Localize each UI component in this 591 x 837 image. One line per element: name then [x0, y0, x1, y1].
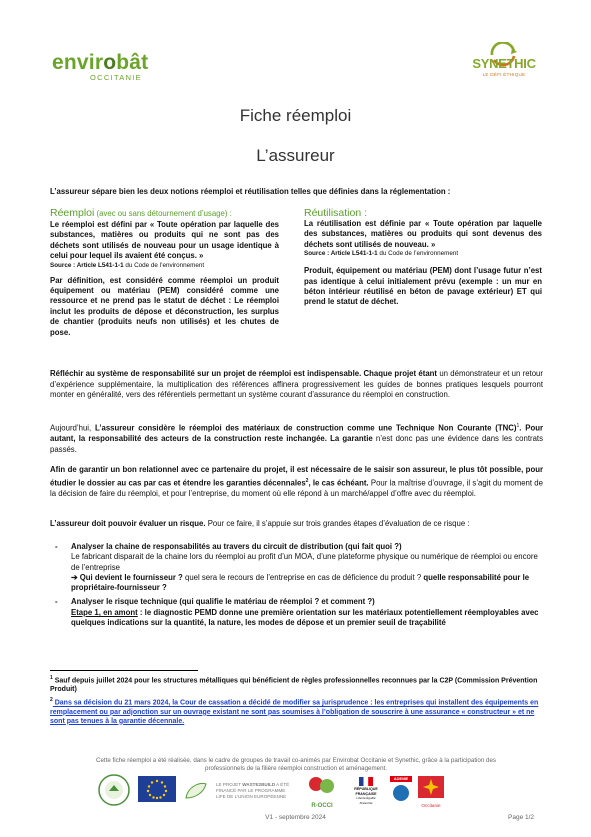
step-text: : le diagnostic PEMD donne une première orientation sur les matériaux potentiellement réemployables avec quelques indications sur la quantité, la nature, les modes de dépose et un premier seuil de traçabilité — [71, 607, 539, 628]
list-item-title: Analyser le risque technique (qui qualifie le matériau de réemploi ? et comment ?) — [71, 597, 375, 607]
envirobat-logo — [52, 52, 162, 82]
r-occi-icon — [306, 774, 338, 798]
life-programme-logo — [182, 780, 210, 802]
footnote-1 — [50, 674, 543, 694]
source-label: Source : Article L541-1-1 — [50, 261, 124, 269]
marianne-icon — [359, 777, 373, 786]
paragraph-text: Pour ce faire, il s’appuie sur trois grandes étapes d’évaluation de ce risque : — [205, 519, 470, 528]
evaluation-steps-list — [50, 542, 543, 632]
eu-flag-icon — [138, 776, 176, 804]
republique-francaise-logo — [350, 777, 382, 807]
reemploi-source — [50, 262, 279, 270]
life-leaf-icon — [182, 780, 210, 802]
partner-logos — [98, 774, 498, 812]
intro-text: L’assureur sépare bien les deux notions réemploi et réutilisation telles que définies dans la réglementation : — [50, 187, 451, 196]
funding-project: WASTE2BUILD — [242, 782, 276, 787]
logo-brand-part: bât — [116, 51, 149, 74]
occitanie-logo — [418, 776, 444, 806]
occitanie-text: Occitanie — [421, 803, 441, 808]
paragraph-risque — [50, 519, 543, 530]
page-subtitle: L’assureur — [256, 146, 335, 165]
occitanie-cross-icon — [418, 776, 444, 798]
paragraph-tnc — [50, 421, 543, 455]
logo-brand-o: o — [103, 51, 117, 74]
page-header — [0, 0, 591, 100]
logo-brand-part: envir — [52, 51, 104, 74]
list-item-questions — [71, 573, 543, 594]
paragraph-responsabilite — [50, 369, 543, 401]
footnote-ref: 1 — [516, 423, 520, 429]
reemploi-column — [50, 207, 279, 341]
page-title: Fiche réemploi — [239, 106, 352, 125]
rf-line: RÉPUBLIQUE — [354, 787, 378, 792]
list-dash: - — [55, 597, 58, 607]
reemploi-heading-text: Réemploi — [50, 207, 95, 219]
footnote-2 — [50, 696, 543, 725]
life-waste2build-icon — [98, 774, 130, 806]
logo-wordmark: SYNETHIC — [472, 56, 536, 71]
list-item — [50, 542, 543, 593]
rf-motto: Liberté Égalité Fraternité — [356, 796, 376, 805]
credits-text: Cette fiche réemploi a été réalisée, dans le cadre de groupes de travail co-animés par Envirobat Occitanie et Synethic, grâce à la participation des professionnels de la filière réemploi construction et aménagement. — [95, 757, 496, 773]
footnote-text: Sauf depuis juillet 2024 pour les structures métalliques qui bénéficient de règles professionnelles reconnues par la C2P (Commission Prévention Produit) — [50, 677, 538, 694]
footnote-separator — [50, 670, 198, 671]
reemploi-paragraph: Par définition, est considéré comme réemploi un produit équipement ou matériau (PEM) considéré comme une ressource et ne prend pas le statut de déchet : Le réemploi inclut les produits de dépose et déconstruction, les surplus de chantier (produits neufs non utilisés) et les chutes de pose. — [50, 275, 279, 337]
step-label: Etape 1, en amont — [71, 607, 138, 617]
paragraph-bold: . Pour autant, la responsabilité des acteurs de la construction reste inchangée. La garantie — [50, 423, 543, 444]
r-occi-text: R-OCCI — [311, 803, 333, 809]
list-item-bold: ➔ Qui devient le fournisseur ? — [71, 572, 183, 582]
paragraph-bold: L’assureur considère le réemploi des matériaux de construction comme une Technique Non Courante (TNC) — [94, 423, 517, 433]
list-item — [50, 597, 543, 628]
list-item-title: Analyser la chaine de responsabilités au travers du circuit de distribution (qui fait quoi ?) — [71, 542, 402, 551]
paragraph-bold: Afin de garantir un bon relationnel avec ce partenaire du projet, il est nécessaire de le saisir son assureur, le plus tôt possible, pour étudier le dossier au cas par cas et étendre les garanties décennales — [50, 465, 543, 488]
source-rest: du Code de l’environnement — [377, 250, 459, 258]
paragraph-bold: , le cas échéant. — [308, 478, 369, 488]
reutilisation-source — [304, 250, 542, 258]
r-occi-logo — [306, 774, 338, 808]
reutilisation-column — [304, 207, 542, 311]
footnote-ref: 2 — [305, 477, 309, 484]
page-number: Page 1/2 — [508, 814, 535, 821]
footnote-number: 1 — [50, 675, 53, 681]
list-item-step — [71, 608, 543, 629]
paragraph-text: un démonstrateur et un retour d’expérience supplémentaire, la multiplication des références affinera progressivement les guides de bonnes pratiques lesquels pourront monter en généralité, vers des référentiels permettant un système courant d’assurance du réemploi en construction. — [50, 369, 543, 399]
list-dash: - — [55, 542, 58, 551]
funding-text: A ÉTÉ FINANCÉ PAR LE PROGRAMME LIFE DE L’UNION EUROPÉENNE — [216, 782, 290, 799]
paragraph-text: Aujourd’hui, — [50, 423, 95, 433]
footnote-number: 2 — [50, 697, 53, 704]
reemploi-definition: Le réemploi est défini par « Toute opération par laquelle des substances, matières ou produits qui ne sont pas des déchets sont utilisés de nouveau pour un usage identique à celui pour lequel ils avaient été conçus. » — [50, 220, 279, 261]
life-waste2build-logo — [98, 774, 130, 806]
funding-text: LE PROJET — [216, 782, 243, 787]
ademe-logo — [390, 776, 412, 804]
reemploi-heading-note: (avec ou sans détournement d’usage) : — [94, 209, 232, 218]
life-funding-text — [216, 782, 296, 799]
footnote-link[interactable]: Dans sa décision du 21 mars 2024, la Cour de cassation a décidé de modifier sa jurisprudence : les entreprises qui installent des équipements en remplacement ou par adjonction sur un ouvrage existant ne sont pas soumises à l’obligation de souscrire à une assurance « constructeur » et ne sont pas tenues à la garantie décennale. — [50, 699, 539, 725]
paragraph-bold: Réfléchir au système de responsabilité sur un projet de réemploi est indispensable. Chaque projet étant — [50, 369, 438, 378]
rf-line: FRANÇAISE — [355, 791, 377, 796]
source-label: Source : Article L541-1-1 — [304, 250, 378, 258]
reutilisation-heading: Réutilisation : — [304, 207, 368, 219]
paragraph-text: Pour la maîtrise d’ouvrage, il s’agit du moment de la décision de faire du réemploi, et pour l’entreprise, du moment où elle répond à un marché/appel d’offre avec du réemploi. — [50, 478, 543, 498]
reutilisation-paragraph: Produit, équipement ou matériau (PEM) dont l’usage futur n’est pas identique à celui initialement prévu (exemple : un mur en béton intérieur réutilisé en béton de pavage extérieur) ET qui prend le statut de déchet. — [304, 266, 542, 307]
paragraph-garantie — [50, 465, 543, 499]
ademe-text: ADEME — [393, 776, 409, 781]
source-rest: du Code de l’environnement — [123, 261, 205, 269]
reemploi-heading — [50, 207, 279, 220]
paragraph-bold: L’assureur doit pouvoir évaluer un risque. — [50, 519, 206, 528]
reutilisation-definition: La réutilisation est définie par « Toute opération par laquelle des substances, matières ou produits qui sont devenus des déchets sont utilisés de nouveau. » — [304, 219, 542, 249]
synethic-logo — [468, 42, 540, 92]
footnotes — [50, 674, 543, 728]
paragraph-text: n’est donc pas une évidence dans les contrats passés. — [50, 434, 544, 454]
list-item-bold: quelle responsabilité pour le propriétaire-fournisseur ? — [71, 572, 530, 593]
eu-flag-logo — [138, 776, 176, 804]
list-item-text: quel sera le recours de l’entreprise en cas de déficience du produit ? — [182, 572, 424, 582]
list-item-text: Le fabricant disparait de la chaine lors du réemploi au profit d’un MOA, d’une plateforme physique ou numérique de réemploi ou encore de l’entreprise — [71, 552, 538, 572]
logo-tagline: LE DÉFI ÉTHIQUE — [482, 72, 526, 77]
logo-subtitle: OCCITANIE — [90, 73, 142, 82]
version-label: V1 - septembre 2024 — [265, 814, 326, 821]
